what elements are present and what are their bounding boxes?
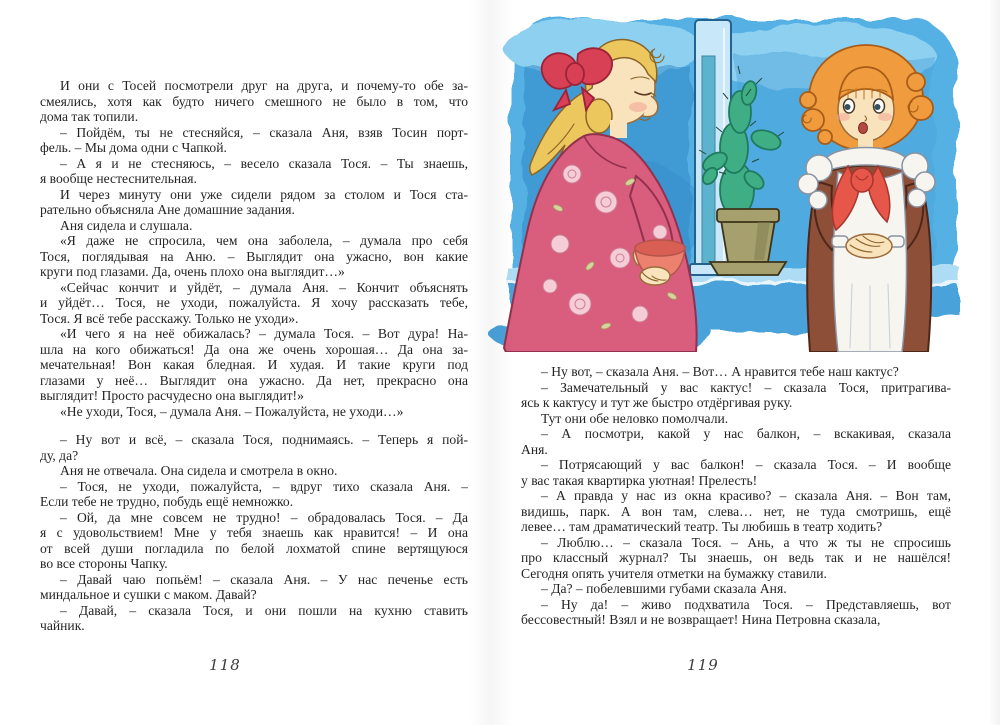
- text-line: «И чего я на неё обижалась? – думала Тося. – Вот дура! На-: [60, 326, 468, 341]
- paragraph: [521, 457, 951, 488]
- paragraph: [40, 603, 468, 634]
- text-line: дома так топили.: [40, 109, 139, 124]
- blush: [629, 102, 647, 112]
- text-line: – Ой, да мне совсем не трудно! – обрадовалась Тося. – Да: [60, 509, 468, 525]
- paragraph: [40, 233, 468, 280]
- right-page-text: [521, 364, 951, 628]
- girl-right: [798, 45, 935, 352]
- left-page-number: 118: [209, 656, 241, 674]
- mouth: [859, 123, 868, 134]
- text-line: – А посмотри, какой у нас балкон, – вскакивая, сказала: [541, 426, 951, 441]
- text-line: я вообще нестеснительная.: [40, 171, 197, 186]
- left-page-text: [40, 78, 468, 634]
- text-line: Сегодня опять учителя отметки на бумажку ставили.: [521, 565, 827, 581]
- paragraph: [40, 187, 468, 218]
- text-line: – А правда у нас из окна красиво? – сказала Аня. – Вон там,: [541, 488, 951, 503]
- text-line: – Давай, – сказала Тося, и они пошли на кухню ставить: [60, 602, 468, 618]
- text-line: И они с Тосей посмотрели друг на друга, и почему-то обе за-: [60, 78, 468, 93]
- paragraph: [521, 535, 951, 582]
- text-line: про классный журнал? Ты знаешь, он ведь так и не нашёлся!: [521, 550, 951, 565]
- paragraph: [40, 326, 468, 404]
- text-line: – Замечательный у вас кактус! – сказала Тося, притрагива-: [541, 379, 951, 395]
- text-line: глазами у неё… Выглядит она ужасно. Да нет, прекрасно она: [40, 372, 468, 388]
- text-line: – Люблю… – сказала Тося. – Ань, а что ж ты не спросишь: [541, 534, 951, 550]
- page-edge-shadow: [988, 0, 1000, 725]
- text-line: – А я и не стесняюсь, – весело сказала Тося. – Ты знаешь,: [60, 155, 468, 171]
- hand: [640, 267, 670, 285]
- paragraph: [521, 597, 951, 628]
- text-line: мечательная! Вон какая бледная. И худая. И такие круги под: [40, 357, 468, 372]
- paragraph: [40, 78, 468, 125]
- text-line: Аня не отвечала. Она сидела и смотрела в окно.: [60, 463, 338, 478]
- text-line: ясь к кактусу и тут же быстро отдёргивая руку.: [521, 395, 793, 410]
- paragraph: [40, 218, 468, 234]
- text-line: шла на кого обижаться! Да она же очень хорошая… Да она за-: [40, 341, 468, 357]
- text-line: смеялись, хотя как будто ничего смешного не было в том, что: [40, 93, 468, 109]
- text-line: бессовестный! Взял и не возвращает! Нина Петровна сказала,: [521, 612, 881, 627]
- text-line: – Ну вот и всё, – сказала Тося, поднимаясь. – Теперь я пой-: [60, 432, 468, 447]
- paragraph: [40, 463, 468, 479]
- paragraph: [40, 280, 468, 327]
- text-line: – Потрясающий у вас балкон! – сказала Тося. – И вообще: [541, 457, 951, 472]
- text-line: левее… там драматический театр. Ты любишь в театр ходить?: [521, 519, 883, 534]
- paragraph: [40, 156, 468, 187]
- right-page-number: 119: [687, 656, 719, 674]
- paragraph: [40, 404, 468, 420]
- paragraph: [521, 426, 951, 457]
- text-line: – Пойдём, ты не стесняйся, – сказала Аня, взяв Тосин порт-: [60, 124, 468, 140]
- text-line: – Ну вот, – сказала Аня. – Вот… А нравится тебе наш кактус?: [541, 364, 899, 379]
- text-line: Тося. Я всё тебе расскажу. Только не уходи».: [40, 310, 299, 326]
- text-line: «Сейчас кончит и уйдёт, – думала Аня. – Кончит объяснять: [60, 279, 468, 295]
- neck: [610, 120, 627, 138]
- text-line: во все стороны Чапку.: [40, 556, 168, 571]
- text-line: – Да? – побелевшими губами сказала Аня.: [541, 581, 787, 596]
- paragraph: [40, 479, 468, 510]
- text-line: я с удовольствием! Мне у тебя знаешь как нравится! – И она: [40, 525, 468, 540]
- paragraph: [40, 432, 468, 463]
- illustration-canvas: [488, 4, 982, 352]
- text-line: И через минуту они уже сидели рядом за столом и Тося ста-: [60, 186, 468, 202]
- paragraph: [40, 510, 468, 572]
- blush: [836, 113, 850, 121]
- text-line: рательно объясняла Ане домашние задания.: [40, 202, 295, 217]
- paragraph: [521, 380, 951, 411]
- text-line: и уйдёт… Тося, не уходи, пожалуйста. Я хочу рассказать тебе,: [40, 295, 468, 310]
- text-line: «Я даже не спросила, чем она заболела, – думала про себя: [60, 233, 468, 248]
- text-line: – Тося, не уходи, пожалуйста, – вдруг тихо сказала Аня. –: [60, 478, 468, 494]
- saucer: [710, 262, 786, 275]
- text-line: видишь, парк. А вон там, слева… нет, не туда смотришь, ещё: [521, 503, 951, 519]
- text-line: у вас такая квартирка уютная! Прелесть!: [521, 472, 758, 488]
- text-line: фель. – Мы дома одни с Чапкой.: [40, 140, 227, 155]
- text-line: от всей души погладила по белой лохматой спине вертящуюся: [40, 540, 468, 556]
- text-line: «Не уходи, Тося, – думала Аня. – Пожалуйста, не уходи…»: [60, 403, 404, 419]
- paragraph: [40, 572, 468, 603]
- text-line: выглядит! Просто расчудесно она выглядит!»: [40, 388, 304, 403]
- illustration-two-girls-by-window: [488, 4, 982, 354]
- text-line: Аня.: [521, 441, 548, 457]
- paragraph: [521, 581, 951, 597]
- paragraph: [40, 125, 468, 156]
- text-line: ду, да?: [40, 447, 79, 463]
- text-line: миндальное и сушки с маком. Давай?: [40, 587, 257, 602]
- paragraph: [521, 364, 951, 380]
- text-line: Тут они обе неловко помолчали.: [541, 410, 729, 426]
- text-line: Тося, поглядывая на Аню. – Выглядит она ужасно, вон какие: [40, 248, 468, 264]
- text-line: чайник.: [40, 618, 85, 633]
- text-line: Аня сидела и слушала.: [60, 217, 193, 233]
- text-line: круги под глазами. Да, очень плохо она выглядит…»: [40, 264, 345, 279]
- paragraph: [521, 488, 951, 535]
- paragraph: [521, 411, 951, 427]
- text-line: – Давай чаю попьём! – сказала Аня. – У нас печенье есть: [60, 571, 468, 587]
- text-line: – Ну да! – живо подхватила Тося. – Представляешь, вот: [541, 596, 951, 612]
- text-line: Если тебе не трудно, побудь ещё немножко.: [40, 494, 294, 509]
